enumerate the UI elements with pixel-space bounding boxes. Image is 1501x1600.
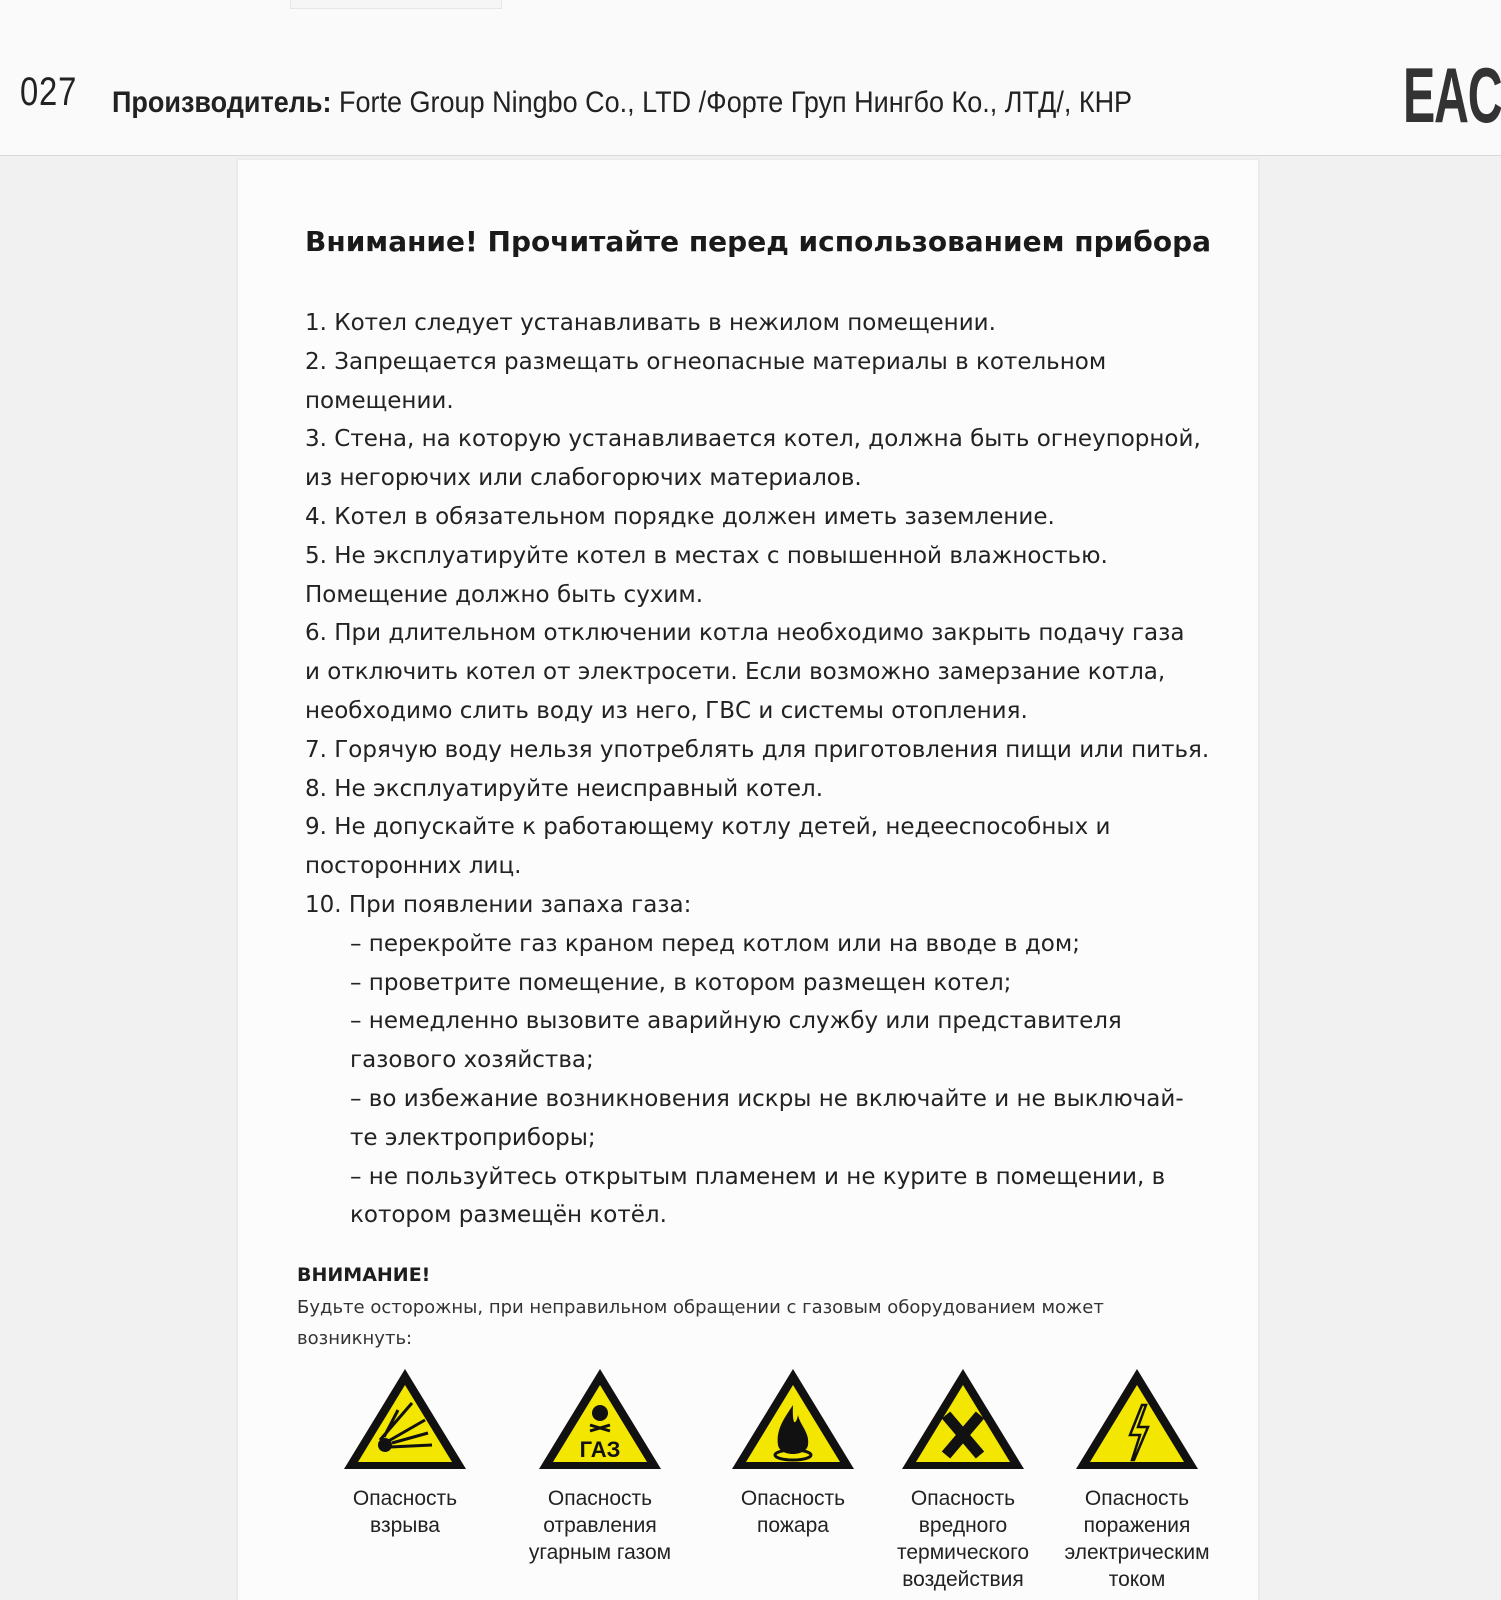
skull-gas-icon <box>535 1365 665 1473</box>
list-line: 9. Не допускайте к работающему котлу детей, недееспособных и <box>305 814 1111 841</box>
list-line: помещении. <box>305 387 454 414</box>
manufacturer <box>112 86 1132 120</box>
sub-list <box>305 925 1225 1235</box>
flame-icon <box>728 1365 858 1473</box>
list-line: 4. Котел в обязательном порядке должен иметь заземление. <box>305 503 1055 530</box>
safety-rules-list <box>305 304 1225 1235</box>
list-line: 7. Горячую воду нельзя употреблять для приготовления пищи или питья. <box>305 736 1210 763</box>
hazard-label-line: воздействия <box>902 1568 1024 1591</box>
list-item <box>305 808 1225 886</box>
list-item <box>305 498 1225 537</box>
list-item <box>305 343 1225 421</box>
list-item <box>305 614 1225 730</box>
hazard-label-line: Опасность <box>352 1487 458 1510</box>
list-line: 2. Запрещается размещать огнеопасные материалы в котельном <box>305 348 1107 375</box>
sub-list-item <box>305 964 1225 1003</box>
list-line: – не пользуйтесь открытым пламенем и не курите в помещении, в <box>350 1163 1166 1190</box>
hazard-sign <box>868 1365 1058 1593</box>
hazard-sign <box>505 1365 695 1566</box>
manufacturer-label: Производитель: <box>112 86 332 119</box>
hazard-label-line: Опасность <box>547 1487 653 1510</box>
hazard-label-line: отравления <box>543 1514 657 1537</box>
list-line: 3. Стена, на которую устанавливается котел, должна быть огнеупорной, <box>305 426 1201 453</box>
list-line: – проветрите помещение, в котором размещен котел; <box>350 969 1012 996</box>
hazard-label <box>505 1485 695 1566</box>
list-line: 6. При длительном отключении котла необходимо закрыть подачу газа <box>305 620 1185 647</box>
list-line: 10. При появлении запаха газа: <box>305 891 692 918</box>
hazard-sign <box>1042 1365 1232 1593</box>
hazard-label <box>310 1485 500 1539</box>
explosion-icon <box>340 1365 470 1473</box>
manufacturer-value: Forte Group Ningbo Co., LTD /Форте Груп Нингбо Ко., ЛТД/, КНР <box>339 86 1133 119</box>
sub-list-item <box>305 1158 1225 1236</box>
hazard-label-line: поражения <box>1083 1514 1191 1537</box>
hazard-label-line: взрыва <box>370 1514 440 1537</box>
sub-list-item <box>305 1002 1225 1080</box>
hazard-label-line: Опасность <box>740 1487 846 1510</box>
list-line: – немедленно вызовите аварийную службу или представителя <box>350 1008 1122 1035</box>
hazard-sign <box>310 1365 500 1539</box>
sub-list-item <box>305 925 1225 964</box>
hazard-label-line: электрическим <box>1064 1541 1210 1564</box>
list-item <box>305 537 1225 615</box>
hazard-label-line: Опасность <box>1084 1487 1190 1510</box>
list-item <box>305 420 1225 498</box>
hazard-label <box>868 1485 1058 1593</box>
list-item <box>305 731 1225 770</box>
list-line: – во избежание возникновения искры не включайте и не выключай- <box>350 1085 1184 1112</box>
tab-edge <box>290 0 502 9</box>
list-line: необходимо слить воду из него, ГВС и системы отопления. <box>305 697 1028 724</box>
list-line: котором размещён котёл. <box>350 1202 667 1229</box>
page-title: Внимание! Прочитайте перед использованием прибора <box>305 225 1212 258</box>
list-line: 1. Котел следует устанавливать в нежилом помещении. <box>305 310 996 336</box>
hazard-signs <box>290 1365 1230 1600</box>
hazard-label-line: термического <box>896 1541 1029 1564</box>
list-item <box>305 886 1225 1235</box>
list-item <box>305 770 1225 809</box>
list-line: газового хозяйства; <box>350 1047 594 1074</box>
list-line: 5. Не эксплуатируйте котел в местах с повышенной влажностью. <box>305 542 1108 569</box>
warning-heading: ВНИМАНИЕ! <box>297 1264 431 1286</box>
hazard-label-line: Опасность <box>910 1487 1016 1510</box>
list-line: и отключить котел от электросети. Если возможно замерзание котла, <box>305 659 1166 686</box>
sub-list-item <box>305 1080 1225 1158</box>
hazard-label-line: вредного <box>918 1514 1008 1537</box>
product-code: 027 <box>20 70 78 114</box>
electric-shock-icon <box>1072 1365 1202 1473</box>
list-line: из негорючих или слабогорючих материалов. <box>305 465 862 492</box>
list-item <box>305 304 1225 343</box>
hazard-label <box>1042 1485 1232 1593</box>
sign-gas-text: ГАЗ <box>579 1437 621 1462</box>
hazard-label-line: током <box>1108 1568 1166 1591</box>
list-line: те электроприборы; <box>350 1124 596 1151</box>
list-line: посторонних лиц. <box>305 853 522 880</box>
eac-mark-logo: EAC <box>1403 51 1501 139</box>
warning-text: Будьте осторожны, при неправильном обращении с газовым оборудованием может возникнуть: <box>297 1297 1104 1349</box>
hazard-sign <box>698 1365 888 1539</box>
list-line: 8. Не эксплуатируйте неисправный котел. <box>305 775 824 802</box>
hazard-label <box>698 1485 888 1539</box>
hazard-label-line: пожара <box>757 1514 829 1537</box>
hazard-label-line: угарным газом <box>528 1541 672 1564</box>
list-line: – перекройте газ краном перед котлом или на вводе в дом; <box>350 930 1080 957</box>
harmful-x-icon <box>898 1365 1028 1473</box>
list-line: Помещение должно быть сухим. <box>305 581 704 608</box>
header-band <box>0 0 1501 156</box>
